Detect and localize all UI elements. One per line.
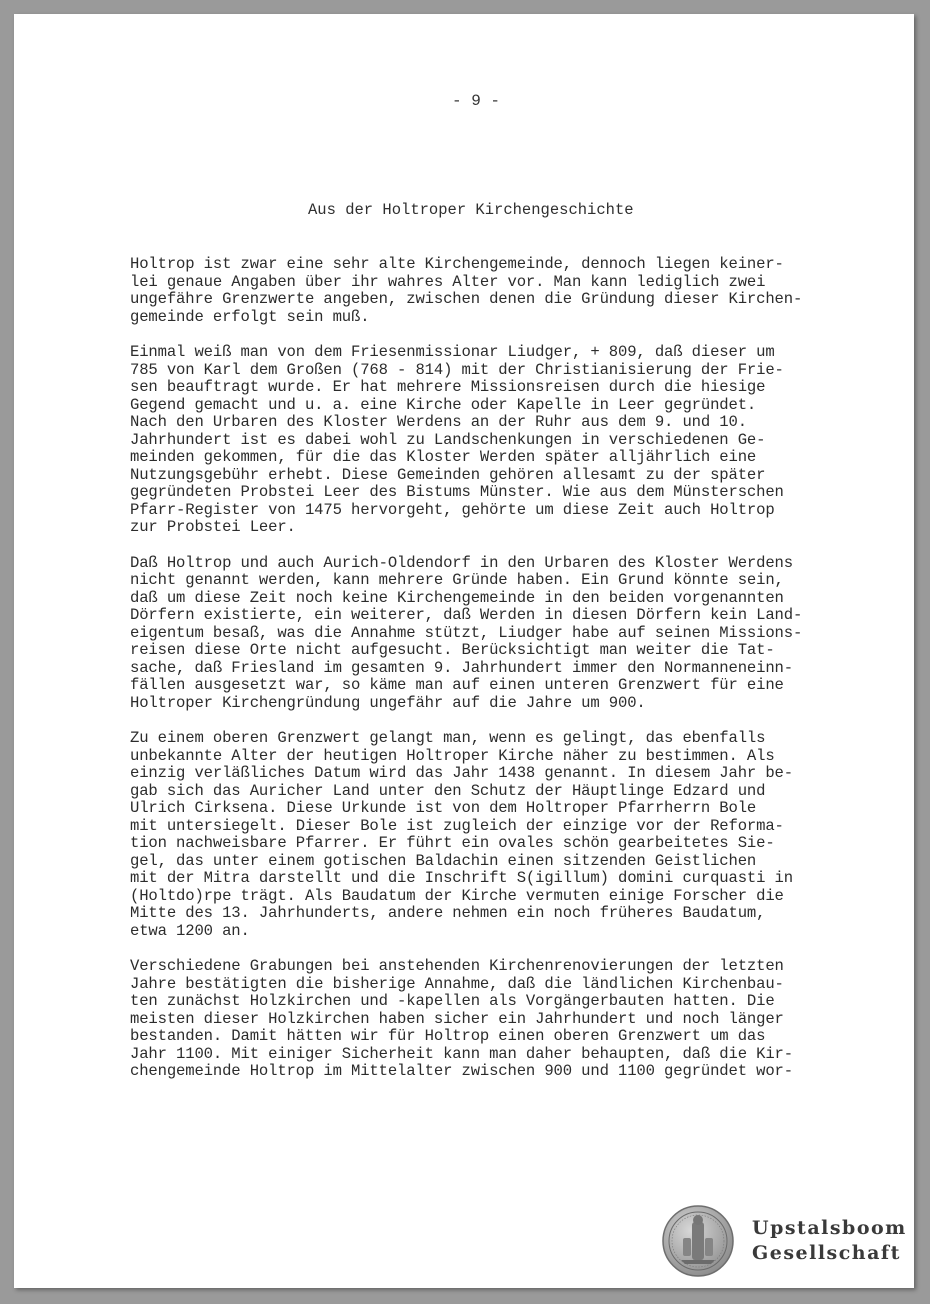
text-line: meinden gekommen, für die das Kloster Werden später alljährlich eine [130, 448, 757, 466]
text-line: bestanden. Damit hätten wir für Holtrop einen oberen Grenzwert um das [130, 1027, 766, 1045]
text-line: Dörfern existierte, ein weiterer, daß Werden in diesen Dörfern kein Land- [130, 606, 803, 624]
document-page [14, 14, 914, 1288]
text-line: Jahr 1100. Mit einiger Sicherheit kann man daher behaupten, daß die Kir- [130, 1044, 793, 1063]
paragraph [130, 730, 820, 940]
text-line: sen beauftragt wurde. Er hat mehrere Missionsreisen durch die hiesige [130, 378, 766, 396]
text-line: unbekannte Alter der heutigen Holtroper Kirche näher zu bestimmen. Als [130, 746, 775, 765]
text-line: Einmal weiß man von dem Friesenmissionar Liudger, + 809, daß dieser um [130, 343, 775, 361]
paragraph [130, 344, 820, 537]
text-line: Mitte des 13. Jahrhunderts, andere nehmen ein noch früheres Baudatum, [130, 904, 766, 922]
text-line: etwa 1200 an. [130, 921, 250, 940]
text-line: Jahrhundert ist es dabei wohl zu Landschenkungen in verschiedenen Ge- [130, 430, 766, 449]
text-line: daß um diese Zeit noch keine Kirchengemeinde in den beiden vorgenannten [130, 588, 784, 607]
body-text [130, 256, 820, 1099]
text-line: Jahre bestätigten die bisherige Annahme, daß die ländlichen Kirchenbau- [130, 974, 784, 993]
text-line: mit untersiegelt. Dieser Bole ist zugleich der einzige vor der Reforma- [130, 816, 784, 835]
page-number: - 9 - [452, 92, 501, 110]
text-line: gegründeten Probstei Leer des Bistums Münster. Wie aus dem Münsterschen [130, 483, 784, 501]
text-line: gel, das unter einem gotischen Baldachin einen sitzenden Geistlichen [130, 851, 757, 870]
text-line: mit der Mitra darstellt und die Inschrift S(igillum) domini curquasti in [130, 869, 793, 887]
text-line: Holtroper Kirchengründung ungefähr auf die Jahre um 900. [130, 693, 646, 712]
text-line: Daß Holtrop und auch Aurich-Oldendorf in den Urbaren des Kloster Werdens [130, 553, 793, 572]
logo-line: Upstalsboom [752, 1217, 907, 1239]
text-line: gemeinde erfolgt sein muß. [130, 307, 370, 326]
text-line: nicht genannt werden, kann mehrere Gründe haben. Ein Grund könnte sein, [130, 571, 784, 589]
text-line: chengemeinde Holtrop im Mittelalter zwischen 900 und 1100 gegründet wor- [130, 1062, 793, 1080]
text-line: sache, daß Friesland im gesamten 9. Jahrhundert immer den Normanneneinn- [130, 658, 793, 677]
page-title: Aus der Holtroper Kirchengeschichte [308, 201, 634, 219]
text-line: Verschiedene Grabungen bei anstehenden Kirchenrenovierungen der letzten [130, 957, 784, 975]
text-line: tion nachweisbare Pfarrer. Er führt ein ovales schön gearbeitetes Sie- [130, 834, 775, 852]
text-line: eigentum besaß, was die Annahme stützt, Liudger habe auf seinen Missions- [130, 623, 803, 642]
text-line: gab sich das Auricher Land unter den Schutz der Häuptlinge Edzard und [130, 781, 766, 800]
text-line: 785 von Karl dem Großen (768 - 814) mit der Christianisierung der Frie- [130, 360, 784, 379]
paragraph [130, 958, 820, 1081]
text-line: Nutzungsgebühr erhebt. Diese Gemeinden gehören allesamt zu der später [130, 465, 766, 484]
paragraph [130, 256, 820, 326]
text-line: fällen ausgesetzt war, so käme man auf einen unteren Grenzwert für eine [130, 676, 784, 694]
text-line: (Holtdo)rpe trägt. Als Baudatum der Kirche vermuten einige Forscher die [130, 886, 784, 905]
text-line: lei genaue Angaben über ihr wahres Alter vor. Man kann lediglich zwei [130, 272, 766, 291]
text-line: einzig verläßliches Datum wird das Jahr 1438 genannt. In diesem Jahr be- [130, 764, 793, 782]
text-line: ten zunächst Holzkirchen und -kapellen als Vorgängerbauten hatten. Die [130, 992, 775, 1010]
text-line: Gegend gemacht und u. a. eine Kirche oder Kapelle in Leer gegründet. [130, 395, 757, 414]
text-line: ungefähre Grenzwerte angeben, zwischen denen die Gründung dieser Kirchen- [130, 290, 803, 308]
logo-line: Gesellschaft [752, 1242, 901, 1264]
text-line: Holtrop ist zwar eine sehr alte Kirchengemeinde, dennoch liegen keiner- [130, 255, 784, 273]
text-line: Zu einem oberen Grenzwert gelangt man, wenn es gelingt, das ebenfalls [130, 729, 766, 747]
seal-logo-icon [661, 1204, 735, 1278]
paragraph [130, 555, 820, 713]
text-line: Pfarr-Register von 1475 hervorgeht, gehörte um diese Zeit auch Holtrop [130, 500, 775, 519]
society-logo-text [752, 1216, 907, 1266]
text-line: zur Probstei Leer. [130, 518, 296, 536]
text-line: reisen diese Orte nicht aufgesucht. Berücksichtigt man weiter die Tat- [130, 641, 775, 659]
text-line: Nach den Urbaren des Kloster Werdens an der Ruhr aus dem 9. und 10. [130, 413, 747, 431]
text-line: meisten dieser Holzkirchen haben sicher ein Jahrhundert und noch länger [130, 1009, 784, 1028]
text-line: Ulrich Cirksena. Diese Urkunde ist von dem Holtroper Pfarrherrn Bole [130, 799, 757, 817]
